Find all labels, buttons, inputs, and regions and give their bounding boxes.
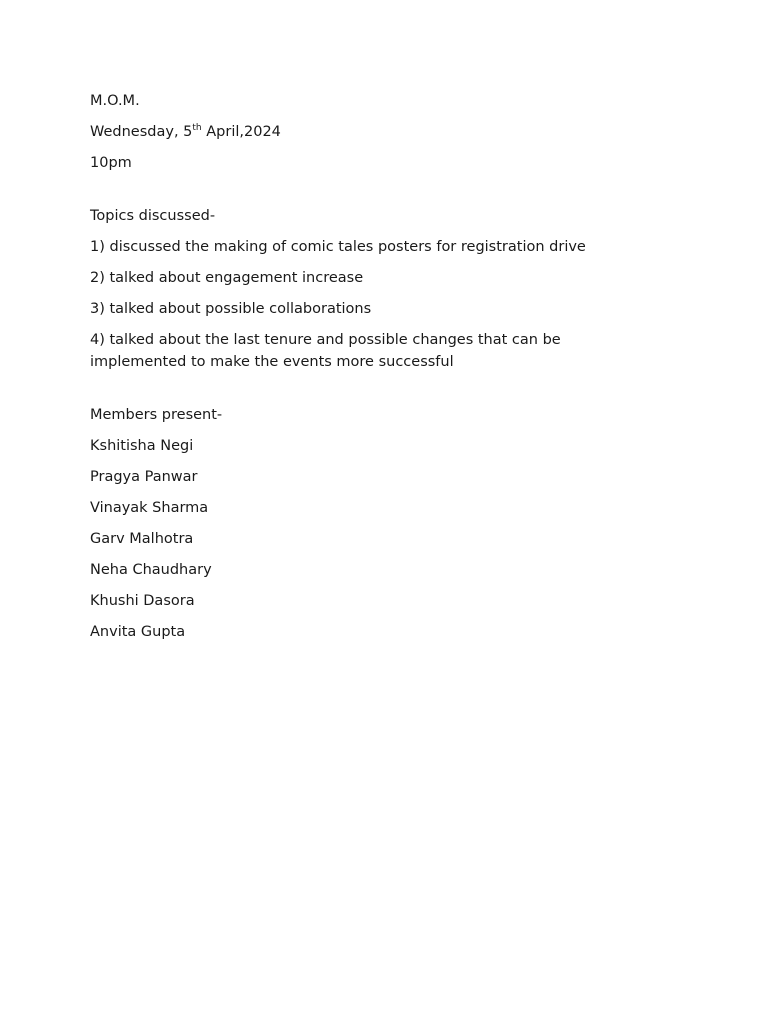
topic-item: 1) discussed the making of comic tales posters for registration drive bbox=[90, 239, 586, 255]
date-month-year: April,2024 bbox=[201, 124, 281, 140]
meeting-time: 10pm bbox=[90, 155, 132, 171]
topic-item: 4) talked about the last tenure and possible changes that can be implemented to make the events more successful bbox=[90, 332, 561, 370]
date-day: Wednesday, 5 bbox=[90, 124, 193, 140]
member-name: Khushi Dasora bbox=[90, 593, 195, 609]
date-ordinal-suffix: th bbox=[192, 123, 202, 133]
member-name: Vinayak Sharma bbox=[90, 500, 209, 516]
member-name: Pragya Panwar bbox=[90, 469, 198, 485]
section-spacer bbox=[90, 183, 690, 205]
member-name: Neha Chaudhary bbox=[90, 562, 212, 578]
member-name: Anvita Gupta bbox=[90, 624, 186, 640]
member-name: Kshitisha Negi bbox=[90, 438, 194, 454]
section-spacer bbox=[90, 382, 690, 404]
topic-item: 2) talked about engagement increase bbox=[90, 270, 364, 286]
document-title: M.O.M. bbox=[90, 93, 140, 109]
topic-item: 3) talked about possible collaborations bbox=[90, 301, 372, 317]
member-name: Garv Malhotra bbox=[90, 531, 194, 547]
document-page bbox=[90, 90, 690, 652]
members-heading: Members present- bbox=[90, 407, 223, 423]
meeting-date bbox=[90, 121, 690, 143]
topics-heading: Topics discussed- bbox=[90, 208, 216, 224]
